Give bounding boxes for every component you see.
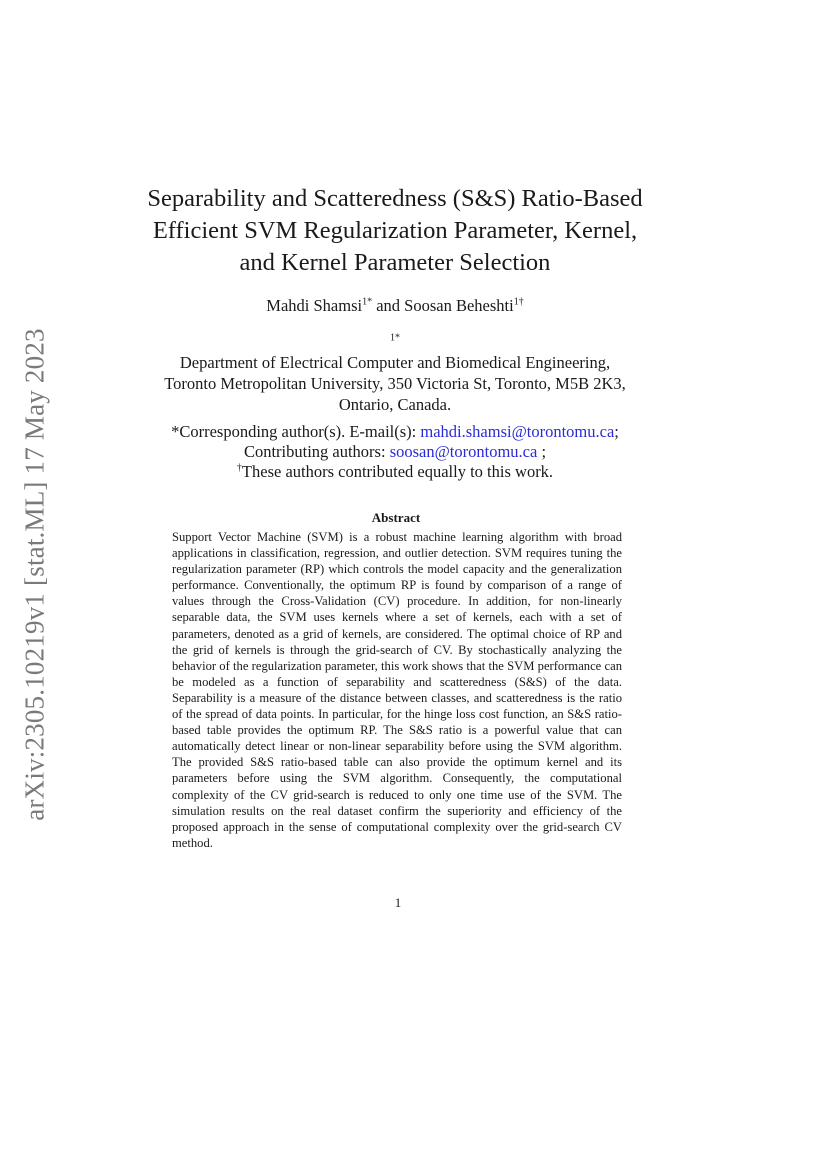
contributing-prefix: Contributing authors: bbox=[243, 442, 390, 461]
corresponding-email-link[interactable]: mahdi.shamsi@torontomu.ca bbox=[420, 422, 615, 441]
affiliation-line-1 bbox=[120, 331, 670, 373]
affiliation-block bbox=[120, 331, 670, 415]
affiliation-superscript: 1* bbox=[390, 332, 400, 344]
equal-contribution-text: These authors contributed equally to this work. bbox=[241, 462, 554, 481]
arxiv-identifier-stamp bbox=[18, 318, 52, 830]
corresponding-prefix: *Corresponding author(s). E-mail(s): bbox=[171, 422, 421, 441]
title-line-3: and Kernel Parameter Selection bbox=[239, 249, 551, 276]
abstract-body: Support Vector Machine (SVM) is a robust machine learning algorithm with broad applications in classification, regression, and outlier detection. SVM requires tuning the regularization parameter (RP) which controls the model capacity and the generalization performance. Conventionally, the optimum RP is found by comparison of a range of values through the Cross-Validation (CV) procedure. In addition, for non-linearly separable data, the SVM uses kernels where a set of kernels, each with a set of parameters, denoted as a grid of kernels, are considered. The optimal choice of RP and the grid of kernels is through the grid-search of CV. By stochastically analyzing the behavior of the regularization parameter, this work shows that the SVM performance can be modeled as a function of separability and scatteredness (S&S) of the data. Separability is a measure of the distance between classes, and scatteredness is the ratio of the spread of data points. In particular, for the hinge loss cost function, an S&S ratio-based table provides the optimum RP. The S&S ratio is a powerful value that can automatically detect linear or non-linear separability before using the SVM algorithm. The provided S&S ratio-based table can also provide the optimum kernel and its parameters before using the SVM algorithm. Consequently, the computational complexity of the CV grid-search is reduced to only one time use of the SVM. The simulation results on the real dataset confirm the superiority and efficiency of the proposed approach in the sense of computational complexity over the grid-search CV method. bbox=[172, 530, 622, 850]
correspondence-block bbox=[120, 422, 670, 482]
equal-contribution-line bbox=[120, 462, 670, 482]
page-number: 1 bbox=[394, 895, 402, 910]
author-2-superscript: 1† bbox=[513, 296, 524, 308]
author-1-superscript: 1* bbox=[362, 296, 373, 308]
corresponding-suffix: ; bbox=[614, 422, 619, 441]
corresponding-author-line bbox=[120, 422, 670, 442]
author-2-name: Soosan Beheshti bbox=[404, 296, 514, 315]
contributing-authors-line bbox=[120, 442, 670, 462]
title-line-1: Separability and Scatteredness (S&S) Ratio-Based bbox=[147, 185, 643, 212]
arxiv-id-text: arXiv:2305.10219v1 [stat.ML] 17 May 2023 bbox=[19, 327, 50, 821]
abstract-heading: Abstract bbox=[371, 510, 421, 525]
contributing-email-link[interactable]: soosan@torontomu.ca bbox=[389, 442, 538, 461]
contributing-suffix: ; bbox=[537, 442, 547, 461]
affiliation-line-2: Toronto Metropolitan University, 350 Victoria St, Toronto, M5B 2K3, bbox=[164, 374, 626, 393]
affiliation-line-3: Ontario, Canada. bbox=[338, 395, 452, 414]
dagger-superscript: † bbox=[236, 462, 242, 474]
affiliation-line-1-text: Department of Electrical Computer and Biomedical Engineering, bbox=[179, 353, 611, 372]
paper-title bbox=[120, 183, 670, 279]
author-list bbox=[120, 295, 670, 317]
author-connector: and bbox=[372, 296, 405, 315]
title-line-2: Efficient SVM Regularization Parameter, Kernel, bbox=[152, 217, 638, 244]
author-1-name: Mahdi Shamsi bbox=[266, 296, 363, 315]
